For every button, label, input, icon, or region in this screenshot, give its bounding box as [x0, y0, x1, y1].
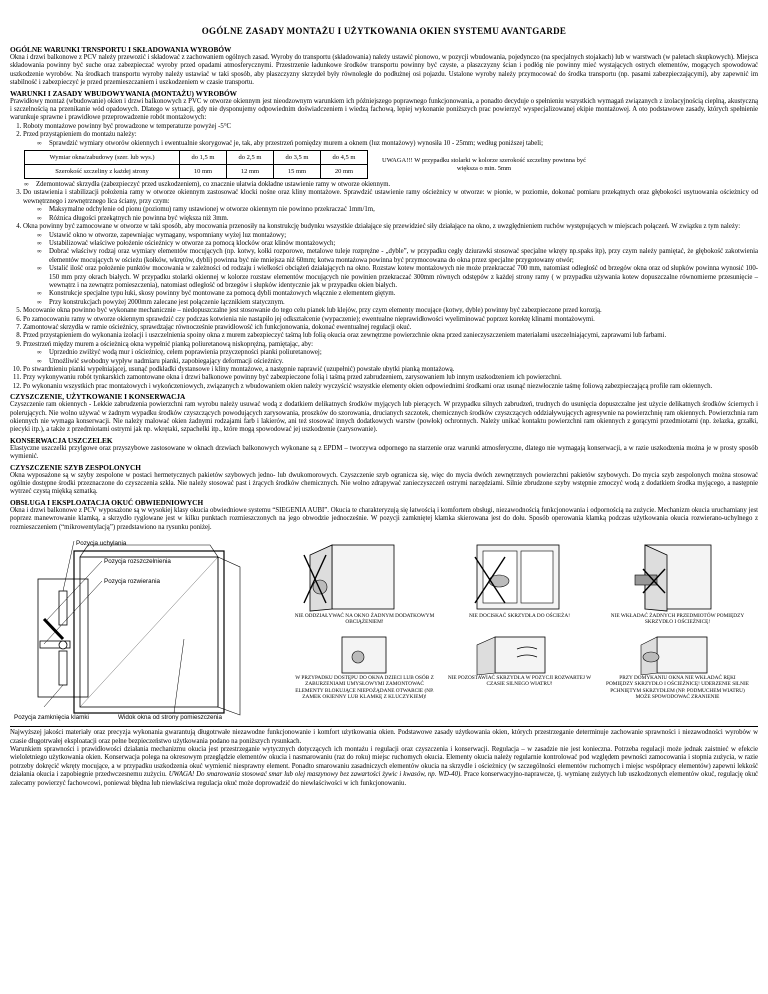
table-cell: do 1,5 m [180, 151, 227, 165]
okucia-heading: OBSŁUGA I EKSPLOATACJA OKUĆ OBWIEDNIOWYCH [10, 497, 204, 507]
montaz-subitem: ∞ Ustabilizować właściwe położenie ościeżnicy w otworze za pomocą klocków oraz klinów montażowych; [37, 240, 758, 248]
czyszczenie-heading: CZYSZCZENIE, UŻYTKOWANIE I KONSERWACJA [10, 392, 186, 402]
warning-text-3: NIE WKŁADAĆ ŻADNYCH PRZEDMIOTÓW POMIĘDZY SKRZYDŁO I OŚCIEŻNICĘ! [610, 613, 745, 626]
warning-cell-6 [605, 635, 750, 700]
szczelina-table-row [24, 150, 758, 179]
label-widok: Widok okna od strony pomieszczenia [118, 714, 222, 722]
warning-cell-3 [605, 541, 750, 626]
hand-injury-icon [605, 635, 750, 675]
transport-heading: OGÓLNE WARUNKI TRNSPORTU I SKŁADOWANIA WYROBÓW [10, 45, 232, 54]
label-rozwierania: Pozycja rozwierania [104, 578, 160, 586]
warning-cell-2 [447, 541, 592, 619]
montaz-item: 10. Po stwardnieniu pianki wypełniającej, usunąć podkładki dystansowe i kliny montażowe, a następnie naprawić (uzupełnić) powstałe ubytki pianką montażową. [23, 366, 758, 374]
montaz-subitem: ∞ Sprawdzić wymiary otworów okiennych i ewentualnie skorygować je, tak, aby przestrzeń pomiędzy murem a oknem (luz montażowy) wynosiła 10 - 25mm; według poniższej tabeli; [37, 140, 758, 148]
window-press-icon [447, 541, 592, 613]
montaz-subitem: ∞ Dobrać właściwy rodzaj oraz wymiary elementów mocujących (np. kotwy, kołki rozporowe, metalowe tuleje rozprężne - „dyble”, w przypadku cegły dziurawki stosować specjalne wkręty np.spaks itp), przy czym należy pamiętać, że głębokość zakotwienia elementów mocujących w ościeżu (kołków, wkrętów, dybli) powinna być nie mniejsza niż 60mm; kotwa montażowa powinna być przymocowana do okna przez specjalne przygotowany otwór; [37, 248, 758, 265]
warning-text-6: PRZY DOMYKANIU OKNA NIE WKŁADAĆ RĘKI POMIĘDZY SKRZYDŁO I OŚCIEŻNICĘ! UDERZENIE SILNIE PCHNIĘTYM SKRZYDŁEM (NP. PODMUCHEM WIATRU) MOŻE SPOWODOWAĆ ZRANIENIE [606, 675, 749, 700]
montaz-item: 5. Mocowanie okna powinno być wykonane mechanicznie – niedopuszczalne jest stosowanie do tego celu pianek lub klejów, przy czym elementy mocujące (kotwy, dyble) powinny być zabezpieczone przed korozją. [23, 307, 758, 315]
montaz-list [10, 123, 758, 148]
montaz-item: 1. Roboty montażowe powinny być prowadzone w temperaturze powyżej -5°C [23, 123, 758, 131]
montaz-heading: WARUNKI I ZASADY WBUDOWYWANIA (MONTAŻU) WYROBÓW [10, 88, 237, 98]
figures-area [10, 535, 758, 723]
warning-text-5: NIE POZOSTAWIAĆ SKRZYDŁA W POZYCJI ROZWARTEJ W CZASIE SILNEGO WIATRU! [447, 675, 592, 688]
table-cell: Szerokość szczeliny z każdej strony [25, 165, 180, 179]
footer-uwaga: UWAGA! Do smarowania stosować smar lub olej maszynowy bez zawartości żywic i kwasów, np. WD-40). [168, 771, 462, 779]
montaz-item: 4. Okna powinny być zamocowane w otworze w taki sposób, aby mocowania przenosiły na konstrukcję budynku wszystkie działające się przewidzieć siły działające na okno, z uwzględnieniem ruchów występujących w miejscach połączeń. W związku z tym należy: ∞ Ustawić okno w otworze, zapewniając wymagany, wspomniany wyżej luz montażowy; ∞ Ustabilizować właściwe położenie ościeżnicy w otworze za pomocą klocków oraz klinów montażowych; ∞ Dobrać właściwy rodzaj oraz wymiary elementów mocujących (np. kotwy, kołki rozporowe, metalowe tuleje rozprężne - „dyble”, w przypadku cegły dziurawki stosować specjalne wkręty np.spaks itp), przy czym należy pamiętać, że głębokość zakotwienia elementów mocujących w ościeżu (kołków, wkrętów, dybli) powinna być nie mniejsza niż 60mm; kotwa montażowa powinna być przymocowana do okna przez specjalne przygotowany otwór; ∞ Ustalić ilość oraz położenie punktów mocowania w zależności od rodzaju i wielkości obciążeń działających na okno. Rozstaw kotew montażowych nie może przekraczać 700 mm, natomiast odległość od brzegów okna oraz od słupków powinna wynosić 100-150 mm przy okrach białych. W przypadku stolarki okiennej w kolorze rozstaw elementów mocujących nie powinien przekraczać 300mm równych odstępów z każdej strony ramy ( w przypadku używania kotew dopuszczalne równomierne przesunięcie – wewnątrz i na zewnątrz pomieszczenia), natomiast odległość od brzegów i słupków identycznie jak w przypadku okien białych. ∞ Konstrukcje specjalne typu łuki, skosy powinny być montowane za pomocą dybli montażowych włącznie z elementem giętym. ∞ Przy konstrukcjach powyżej 2000mm zalecane jest połączenie łącznikiem statycznym. [23, 223, 758, 307]
montaz-subitem: ∞ Umożliwić swobodny wypływ nadmiaru pianki, zapobiegający deformacji ościeżnicy. [37, 358, 758, 366]
montaz-subitem: ∞ Ustalić ilość oraz położenie punktów mocowania w zależności od rodzaju i wielkości obciążeń działających na okno. Rozstaw kotew montażowych nie może przekraczać 700 mm, natomiast odległość od brzegów okna oraz od słupków powinna wynosić 100-150 mm przy okrach białych. W przypadku stolarki okiennej w kolorze rozstaw elementów mocujących nie powinien przekraczać 300mm równych odstępów z każdej strony ramy ( w przypadku używania kotew dopuszczalne równomierne przesunięcie – wewnątrz i na zewnątrz pomieszczenia), natomiast odległość od brzegów i słupków identycznie jak w przypadku okien białych. [37, 265, 758, 290]
table-cell: do 2,5 m [227, 151, 274, 165]
montaz-intro: Prawidłowy montaż (wbudowanie) okien i drzwi balkonowych z PVC w otworze okiennym jest nieodzownym warunkiem ich późniejszego poprawnego funkcjonowania, a ponadto decyduje o spełnieniu wszystkich wymagań związanych z izolacyjnością cieplną, akustyczną i szczelnością na przenikanie wód opadowych. Dlatego w sytuacji, gdy nie dysponujemy odpowiednim doświadczeniem i wiedzą fachową, lepiej wykonanie poniższych prac powierzyć wyspecjalizowanej ekipie montażowej. A oto podstawowe zasady, których spełnienie warunkuje sprawne i prawidłowe przeprowadzenie robót montażowych: [10, 97, 758, 122]
montaz-item: 3. Do ustawienia i stabilizacji położenia ramy w otworze okiennym zastosować klocki nośne oraz kliny montażowe. Sprawdzić ustawienie ramy ościeżnicy w otworze: w pionie, w poziomie, dokonać pomiaru przekątnych oraz głębokości usytuowania ościeżnicy od wewnętrznego i zewnętrznego lica ściany, przy czym: ∞ Maksymalne odchylenie od pionu (poziomu) ramy ustawionej w otworze okiennym nie powinno przekraczać 1mm/1m, ∞ Różnica długości przekątnych nie powinna być większa niż 3mm. [23, 189, 758, 223]
montaz-subitem: ∞ Różnica długości przekątnych nie powinna być większa niż 3mm. [37, 215, 758, 223]
label-rozszczelnienia: Pozycja rozszczelnienia [104, 558, 171, 566]
uszczelki-heading: KONSERWACJA USZCZELEK [10, 435, 113, 445]
montaz-subitem: ∞ Maksymalne odchylenie od pionu (poziomu) ramy ustawionej w otworze okiennym nie powinno przekraczać 1mm/1m, [37, 206, 758, 214]
document-page [10, 20, 758, 788]
warning-text-2: NIE DOCISKAĆ SKRZYDŁA DO OŚCIEŻA! [469, 613, 570, 620]
window-object-icon [605, 541, 750, 613]
montaz-item: 12. Po wykonaniu wszystkich prac montażowych i wykończeniowych, związanych z wbudowaniem okien należy wyczyścić wszystkie elementy okien odpowiednimi środkami oraz usunąć niezwłocznie taśmę foliową zabezpieczającą profile ram okiennych. [23, 383, 758, 391]
table-cell: 20 mm [321, 165, 368, 179]
label-zamkniecia: Pozycja zamknięcia klamki [14, 714, 89, 722]
table-cell: 12 mm [227, 165, 274, 179]
handle-positions-diagram [14, 539, 286, 723]
montaz-item: 9. Przestrzeń między murem a ościeżnicą okna wypełnić pianką poliuretanową niskoprężną, pamiętając, aby: ∞ Uprzednio zwilżyć wodą mur i ościeżnicę, celem poprawienia przyczepności pianki poliuretanowej; ∞ Umożliwić swobodny wypływ nadmiaru pianki, zapobiegający deformacji ościeżnicy. [23, 341, 758, 366]
montaz-list-cont [10, 181, 758, 391]
wind-icon [447, 635, 592, 675]
montaz-subitem: ∞ Przy konstrukcjach powyżej 2000mm zalecane jest połączenie łącznikiem statycznym. [37, 299, 758, 307]
window-load-icon [292, 541, 437, 613]
transport-text: Okna i drzwi balkonowe z PCV należy przewozić i składować z zachowaniem ogólnych zasad. Wyroby do transportu (składowania) należy ustawić pionowo, w pozycji wbudowania, pojedynczo (na specjalnych stojakach) lub w warstwach (w paletach skupkowych). Miejsca składowania powinny być suche oraz zabezpieczać wyroby przed opadami atmosferycznymi. Przestrzenie ładunkowe środków transportu powinny być czyste, a płaszczyzny ścian i podłóg nie powinny mieć wystających ostrych elementów, mogących spowodować uszkodzenie wyrobów. Na środkach transportu wyroby należy ustawiać w taki sposób, aby płaszczyzny skrzydeł były równoległe do podłużnej osi pojazdu. Ustalone wyroby należy przymocować do środka transportu (np. pasami zabezpieczającymi), aby zapewnić im stabilność i zabezpieczyć je przed przemieszczaniem i uszkodzeniem w czasie transportu. [10, 54, 758, 87]
montaz-item: 7. Zamontować skrzydła w ramie ościeżnicy, sprawdzając równocześnie prawidłowość ich funkcjonowania, dokonać ewentualnej regulacji okuć. [23, 324, 758, 332]
warning-cell-5 [447, 635, 592, 688]
footer-text-1: Najwyższej jakości materiały oraz precyzja wykonania gwarantują długotrwałe niezawodne funkcjonowanie i komfort użytkowania okien. Podstawowe zasady użytkowania okien, których przestrzeganie determinuje zachowanie sprawności i niezawodności wyrobów w czasie długotrwałej eksploatacji oraz pełne bezpieczeństwo użytkowania podano na poniższych rysunkach. [10, 729, 758, 745]
divider [10, 726, 758, 727]
uwaga-note: UWAGA!!! W przypadku stolarki w kolorze szerokość szczeliny powinna być większa o min. 5mm [382, 156, 586, 172]
document-title: OGÓLNE ZASADY MONTAŻU I UŻYTKOWANIA OKIEN SYSTEMU AVANTGARDE [201, 26, 567, 36]
montaz-subitem: ∞ Zdemontować skrzydła (zabezpieczyć przed uszkodzeniem), co znacznie ułatwia dokładne ustawienie ramy w otworze okiennym. [24, 181, 758, 189]
szczelina-table [24, 150, 368, 179]
montaz-item: 11. Przy wykonywaniu robót tynkarskich zamontowane okna i drzwi balkonowe powinny być zabezpieczone folią i taśmą przed zabrudzeniem, zarysowaniem lub innym uszkodzeniem ich powierzchni. [23, 374, 758, 382]
uszczelki-text: Elastyczne uszczelki przylgowe oraz przyszybowe zastosowane w oknach drzwiach balkonowych wykonane są z EPDM – tworzywa odpornego na starzenie oraz warunki atmosferyczne, dlatego nie wymagają konserwacji, a w razie uszkodzenia można je w prosty sposób wymienić. [10, 444, 758, 461]
montaz-item: 6. Po zamocowaniu ramy w otworze okiennym sprawdzić czy podczas kotwienia nie nastąpiło jej odkształcenie (wypaczenie); ewentualne nieprawidłowości wyeliminować poprzez korektę klinami montażowymi. [23, 316, 758, 324]
label-uchylania: Pozycja uchylania [76, 540, 127, 548]
szyby-text: Okna wyposażone są w szyby zespolone w postaci hermetycznych pakietów szybowych jedno- lub dwukomorowych. Czyszczenie szyb ogranicza się, więc do mycia dwóch zewnętrznych powierzchni pakietów szybowych. Do mycia szyb zespolonych można stosować ogólnie dostępne środki przeznaczone do czyszczenia szkła. Nie należy stosować past i żrących środków chemicznych. Nie wolno zdrapywać zanieczyszczeń ostrymi narzędziami. Silnie zbrudzone szyby wstępnie zmoczyć wodą z dodatkiem środka myjącego, a następnie wytrzeć czystą miękką szmatką. [10, 471, 758, 496]
montaz-item: 2. Przed przystąpieniem do montażu należy: ∞ Sprawdzić wymiary otworów okiennych i ewentualnie skorygować je, tak, aby przestrzeń pomiędzy murem a oknem (luz montażowy) wynosiła 10 - 25mm; według poniższej tabeli; [23, 131, 758, 148]
child-safety-icon [292, 635, 437, 675]
montaz-subitem: ∞ Uprzednio zwilżyć wodą mur i ościeżnicę, celem poprawienia przyczepności pianki poliuretanowej; [37, 349, 758, 357]
table-cell: do 3,5 m [274, 151, 321, 165]
warning-cell-4 [292, 635, 437, 700]
szyby-heading: CZYSZCZENIE SZYB ZESPOLONYCH [10, 462, 141, 472]
table-cell: 10 mm [180, 165, 227, 179]
table-cell: 15 mm [274, 165, 321, 179]
czyszczenie-text: Czyszczenie ram okiennych - Lekkie zabrudzenia powierzchni ram wyrobu należy usuwać wodą z dodatkiem delikatnych środków myjących lub pierących. W przypadku silnych zabrudzeń, trudnych do usunięcia dopuszczalne jest użycie delikatnych środków ściernych i polerujących. Nie wolno używać w żadnym wypadku środków czyszczących powodujących zarysowania, proszków do szorowania, drucianych szczotek, chemicznych środków czyszczących oddziaływujących agresywnie na powierzchnię ram okiennych. Powierzchnia ram okiennych nie wymaga konserwacji. Nie należy malować okien żadnymi rodzajami farb i lakierów, ani też stosować innych dodatkowych warstw (powłok) ochronnych. Należy unikać kontaktu powierzchni ram okiennych z gorącymi przedmiotami (np. żelazka, grzałki, piecyki itp.), a także z przedmiotami ostrymi jak np. wkrętaki, szpachelki itp., które mogą spowodować jej uszkodzenie (zarysowanie). [10, 401, 758, 434]
warning-text-1: NIE ODDZIAŁYWAĆ NA OKNO ŻADNYM DODATKOWYM OBCIĄŻENIEM! [294, 613, 435, 626]
footer-text-2: Warunkiem sprawności i prawidłowości działania mechanizmu okucia jest przestrzeganie wytycznych dotyczących ich montażu i regulacji oraz czyszczenia i konserwacji. Regulacja – w zasadzie nie jest konieczna. Potrzeba regulacji może jednak zaistnieć w efekcie wieloletniego użytkowania okien. Konserwacja polega na okresowym przeglądzie elementów okucia i nasmarowaniu (raz do roku) miejsc ruchomych okucia. Elementy okucia należy regularnie kontrolować pod względem pewności zamocowania i stopnia zużycia, w razie potrzeby dokręcić wkręty mocujące, a w przypadku uszkodzenia okuć wymienić niesprawny element. Ponadto smarowaniu zasadniczych elementów okucia na skrzydle i ościeżnicy (w szczególności elementów ruchomych i miejsc współpracy elementów) zapewni lekkość działania okucia i zapobiegnie przedwczesnemu zużyciu. UWAGA! Do smarowania stosować smar lub olej maszynowy bez zawartości żywic i kwasów, np. WD-40). Prace konserwacyjno-naprawcze, tj. wymianę zużytych lub uszkodzonych elementów okuć, regulację okuć zalecamy powierzyć fachowcowi, ponieważ błędna lub niewłaściwa regulacja okuć może doprowadzić do niewłaściwości w ich funkcjonowaniu. [10, 745, 758, 787]
table-cell: do 4,5 m [321, 151, 368, 165]
table-cell: Wymiar okna/zabudowy (szer. lub wys.) [25, 151, 180, 165]
montaz-subitem: ∞ Konstrukcje specjalne typu łuki, skosy powinny być montowane za pomocą dybli montażowych włącznie z elementem giętym. [37, 290, 758, 298]
montaz-subitem: ∞ Ustawić okno w otworze, zapewniając wymagany, wspomniany wyżej luz montażowy; [37, 232, 758, 240]
warning-cell-1 [292, 541, 437, 626]
warning-text-4: W PRZYPADKU DOSTĘPU DO OKNA DZIECI LUB OSÓB Z ZABURZENIAMI UMYSŁOWYMI ZAMONTOWAĆ ELEMENTY BLOKUJĄCE NIEPOŻĄDANE OTWARCIE (NP. ZAMEK OKIENNY LUB KLAMKĘ Z KLUCZYKIEM)! [295, 675, 434, 700]
okucia-text: Okna i drzwi balkonowe z PCV wyposażone są w wysokiej klasy okucia obwiedniowe systemu “SIEGENIA AUBI”. Okucia te charakteryzują się łatwością i komfortem obsługi, niezawodnością funkcjonowania i odpornością na zużycie. Mechanizm okucia uruchamiany jest poprzez manewrowanie klamką, a skrzydło ryglowane jest w kilku punktach rozmieszczonych na jego obwodzie jednocześnie. W pozycji zamkniętej klamka skierowana jest do dołu. Sposób operowania klamką podczas użytkowania okucia rozwierano-uchylnego z rozmieszczeniem (“mikrowentylacją”) przedstawiono na rysunku poniżej. [10, 506, 758, 531]
montaz-item: 8. Przed przystąpieniem do wykonania izolacji i uszczelnienia spoiny okna z murem zabezpieczyć taśmą lub folią okucia oraz zewnętrzne powierzchnie okna przed zanieczyszczeniem materiałami uszczelniającymi, zaprawami lub farbami. [23, 332, 758, 340]
